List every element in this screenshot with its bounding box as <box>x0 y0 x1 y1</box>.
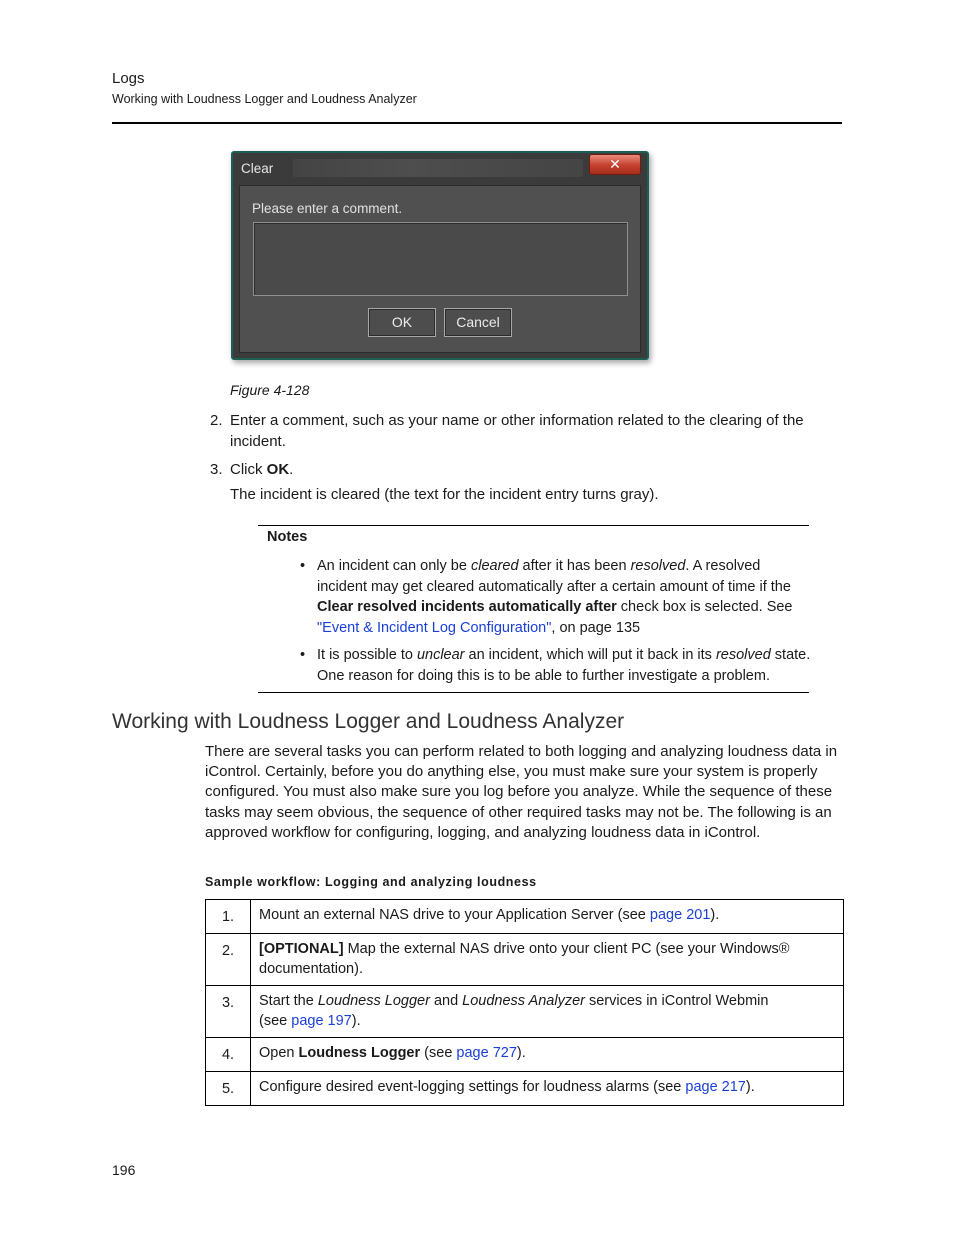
note-item <box>300 645 810 687</box>
row-number: 3. <box>206 986 251 1038</box>
row-text: Open Loudness Logger (see page 727). <box>251 1038 844 1072</box>
figure-caption: Figure 4-128 <box>230 382 310 398</box>
workflow-title: Sample workflow: Logging and analyzing loudness <box>205 875 537 889</box>
row-text: Start the Loudness Logger and Loudness Analyzer services in iControl Webmin (see page 197). <box>251 986 844 1038</box>
clear-dialog <box>231 151 649 360</box>
notes-title: Notes <box>267 529 308 545</box>
step-text-cont: incident. <box>230 433 286 450</box>
page-link[interactable]: page 201 <box>649 907 711 923</box>
ok-reference: OK <box>266 461 290 478</box>
page-link[interactable]: page 727 <box>456 1045 517 1061</box>
dialog-body <box>239 185 641 353</box>
page-number: 196 <box>112 1162 136 1178</box>
row-number: 4. <box>206 1038 251 1072</box>
row-number: 5. <box>206 1072 251 1106</box>
note-item <box>300 556 810 640</box>
close-icon[interactable]: ✕ <box>589 154 641 175</box>
row-text: Mount an external NAS drive to your Application Server (see page 201). <box>251 900 844 934</box>
blurred-background-title <box>293 159 583 177</box>
comment-prompt: Please enter a comment. <box>252 201 403 216</box>
step-number: 2. <box>210 412 223 429</box>
bullet-icon: • <box>300 647 306 663</box>
note-text: An incident can only be cleared after it has been resolved. A resolved incident may get cleared automatically after a certain amount of time if the Clear resolved incidents automatically after check box is selected. See "Event & Incident Log Configuration", on page 135 <box>317 558 793 636</box>
page-link[interactable]: page 217 <box>685 1079 746 1095</box>
row-number: 2. <box>206 934 251 986</box>
event-incident-config-link[interactable]: "Event & Incident Log Configuration" <box>317 619 552 636</box>
table-row <box>206 986 844 1038</box>
notes-top-rule <box>258 525 809 526</box>
row-text: [OPTIONAL] Map the external NAS drive onto your client PC (see your Windows® documentation). <box>251 934 844 986</box>
ok-button[interactable]: OK <box>368 308 436 337</box>
row-number: 1. <box>206 900 251 934</box>
step-text: Click <box>230 461 267 478</box>
row-text: Configure desired event-logging settings for loudness alarms (see page 217). <box>251 1072 844 1106</box>
table-row <box>206 900 844 934</box>
table-row <box>206 1072 844 1106</box>
step-text: Enter a comment, such as your name or other information related to the clearing of the <box>230 412 804 429</box>
chapter-title: Logs <box>112 70 145 87</box>
workflow-table <box>205 899 844 1106</box>
bullet-icon: • <box>300 558 306 574</box>
note-text: It is possible to unclear an incident, which will put it back in its resolved state. One reason for doing this is to be able to further investigate a problem. <box>317 647 811 684</box>
header-rule <box>112 122 842 124</box>
page-link[interactable]: page 197 <box>291 1013 352 1029</box>
dialog-title: Clear <box>241 161 274 176</box>
step-punct: . <box>289 461 294 478</box>
comment-field[interactable] <box>253 222 628 296</box>
cancel-button[interactable]: Cancel <box>444 308 512 337</box>
table-row <box>206 934 844 986</box>
notes-bottom-rule <box>258 692 809 693</box>
step-result: The incident is cleared (the text for the incident entry turns gray). <box>230 486 659 503</box>
section-paragraph: There are several tasks you can perform related to both logging and analyzing loudness data in iControl. Certainly, before you do anything else, you must make sure your system is properly configured. You must also make sure you log before you analyze. While the sequence of these tasks may seem obvious, the sequence of other required tasks may not be. The following is an approved workflow for configuring, logging, and analyzing loudness data in iControl. <box>205 743 838 841</box>
section-running-head: Working with Loudness Logger and Loudness Analyzer <box>112 92 417 106</box>
section-heading: Working with Loudness Logger and Loudness Analyzer <box>112 710 625 733</box>
table-row <box>206 1038 844 1072</box>
step-number: 3. <box>210 461 223 478</box>
